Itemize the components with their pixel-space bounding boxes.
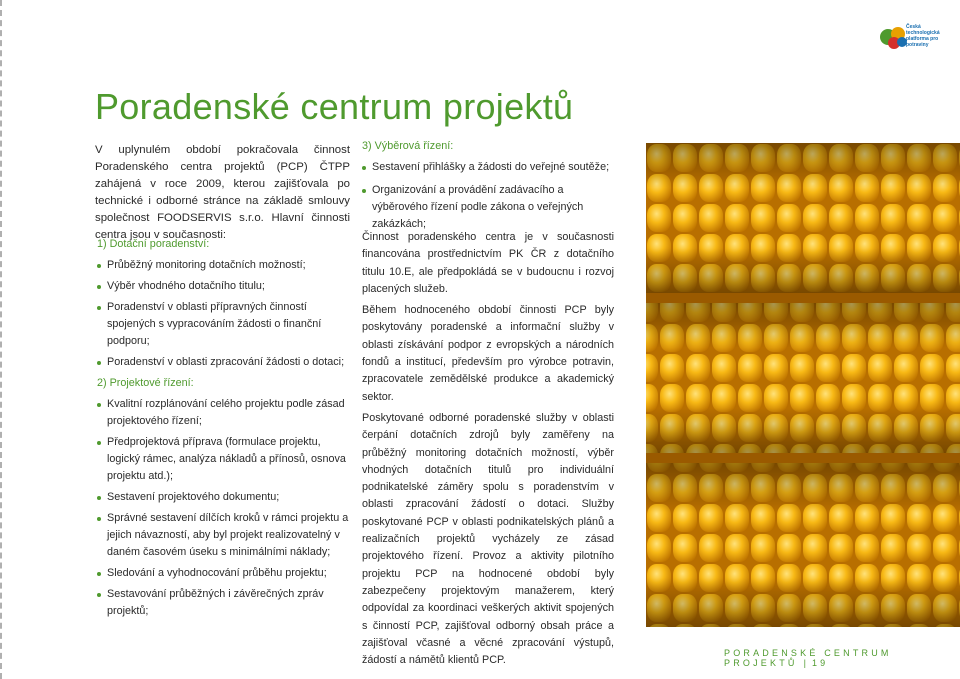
page-footer xyxy=(724,648,960,668)
footer-label: PORADENSKÉ CENTRUM PROJEKTŮ xyxy=(724,648,892,668)
list-item: Sledování a vyhodnocování průběhu projektu; xyxy=(97,565,349,582)
paragraph: Činnost poradenského centra je v současnosti financována prostřednictvím PK ČR z dotačního titulu 10.E, ale předpokládá se v budoucnu i rozvoj placených služeb. xyxy=(362,231,614,295)
section-heading: 2) Projektové řízení: xyxy=(97,377,194,389)
cob-1 xyxy=(646,143,960,293)
list-item: Sestavení přihlášky a žádosti do veřejné soutěže; xyxy=(362,159,614,176)
footer-separator: | xyxy=(803,658,806,668)
list-item: Průběžný monitoring dotačních možností; xyxy=(97,257,349,274)
left-column xyxy=(97,236,349,624)
section-heading: 3) Výběrová řízení: xyxy=(362,140,454,152)
list-item: Organizování a provádění zadávacího a výběrového řízení podle zákona o veřejných zakázkách; xyxy=(362,182,614,233)
middle-column xyxy=(362,138,614,239)
list-item: Poradenství v oblasti zpracování žádosti o dotaci; xyxy=(97,354,349,371)
paragraph: Během hodnoceného období činnosti PCP byly poskytovány poradenské a informační služby v oblasti získávání podpor z evropských a národních fondů a institucí, především pro výrobce potravin, zpracovatele zemědělské produkce a akademický sektor. xyxy=(362,304,614,403)
list-item: Výběr vhodného dotačního titulu; xyxy=(97,278,349,295)
cut-line xyxy=(0,0,6,679)
cob-3 xyxy=(646,463,960,627)
list-item: Sestavování průběžných i závěrečných zpráv projektů; xyxy=(97,586,349,620)
paragraph: Poskytované odborné poradenské služby v oblasti čerpání dotačních zdrojů byly zaměřeny na průběžný monitoring dotačních možností, výběr vhodných dotačních titulů pro individuální podnikatelské záměry spolu s poradenstvím v oblasti zpracování žádostí o dotaci. Služby poskytované PCP v oblasti podnikatelských plánů a realizačních projektů vycházely ze zásad projektového řízení. Provoz a aktivity pilotního projektu PCP na hodnocené období byly zabezpečeny projektovým manažerem, který odpovídal za koordinaci veškerých aktivit spojených s činností PCP, zajišťoval odborný obsah práce a zajišťoval včasné a věcné zpracování výstupů, žádostí a námětů klientů PCP. xyxy=(362,411,614,667)
list-item: Předprojektová příprava (formulace projektu, logický rámec, analýza nákladů a přínosů, osnova projektu atd.); xyxy=(97,434,349,485)
page-number: 19 xyxy=(811,658,829,668)
corn-photo xyxy=(646,143,960,627)
list-item: Kvalitní rozplánování celého projektu podle zásad projektového řízení; xyxy=(97,396,349,430)
section-heading: 1) Dotační poradenství: xyxy=(97,238,210,250)
body-text xyxy=(362,229,614,673)
bullet-list xyxy=(97,257,349,371)
list-item: Sestavení projektového dokumentu; xyxy=(97,489,349,506)
intro-paragraph: V uplynulém období pokračovala činnost Poradenského centra projektů (PCP) ČTPP zahájená v roce 2009, kterou zajišťovala po technické i odborné stránce na základě smlouvy společnost FOODSERVIS s.r.o. Hlavní činnosti centra jsou v současnosti: xyxy=(95,144,350,241)
list-item: Správné sestavení dílčích kroků v rámci projektu a jejich návazností, aby byl projekt realizovatelný v daném časovém úseku s minimálními náklady; xyxy=(97,510,349,561)
list-item: Poradenství v oblasti přípravných činností spojených s vypracováním žádosti o finanční podporu; xyxy=(97,299,349,350)
bullet-list xyxy=(97,396,349,620)
bullet-list xyxy=(362,159,614,233)
logo-text: Česká technologická platforma pro potraviny xyxy=(906,24,940,48)
cob-2 xyxy=(646,303,960,453)
page-title: Poradenské centrum projektů xyxy=(95,86,574,127)
